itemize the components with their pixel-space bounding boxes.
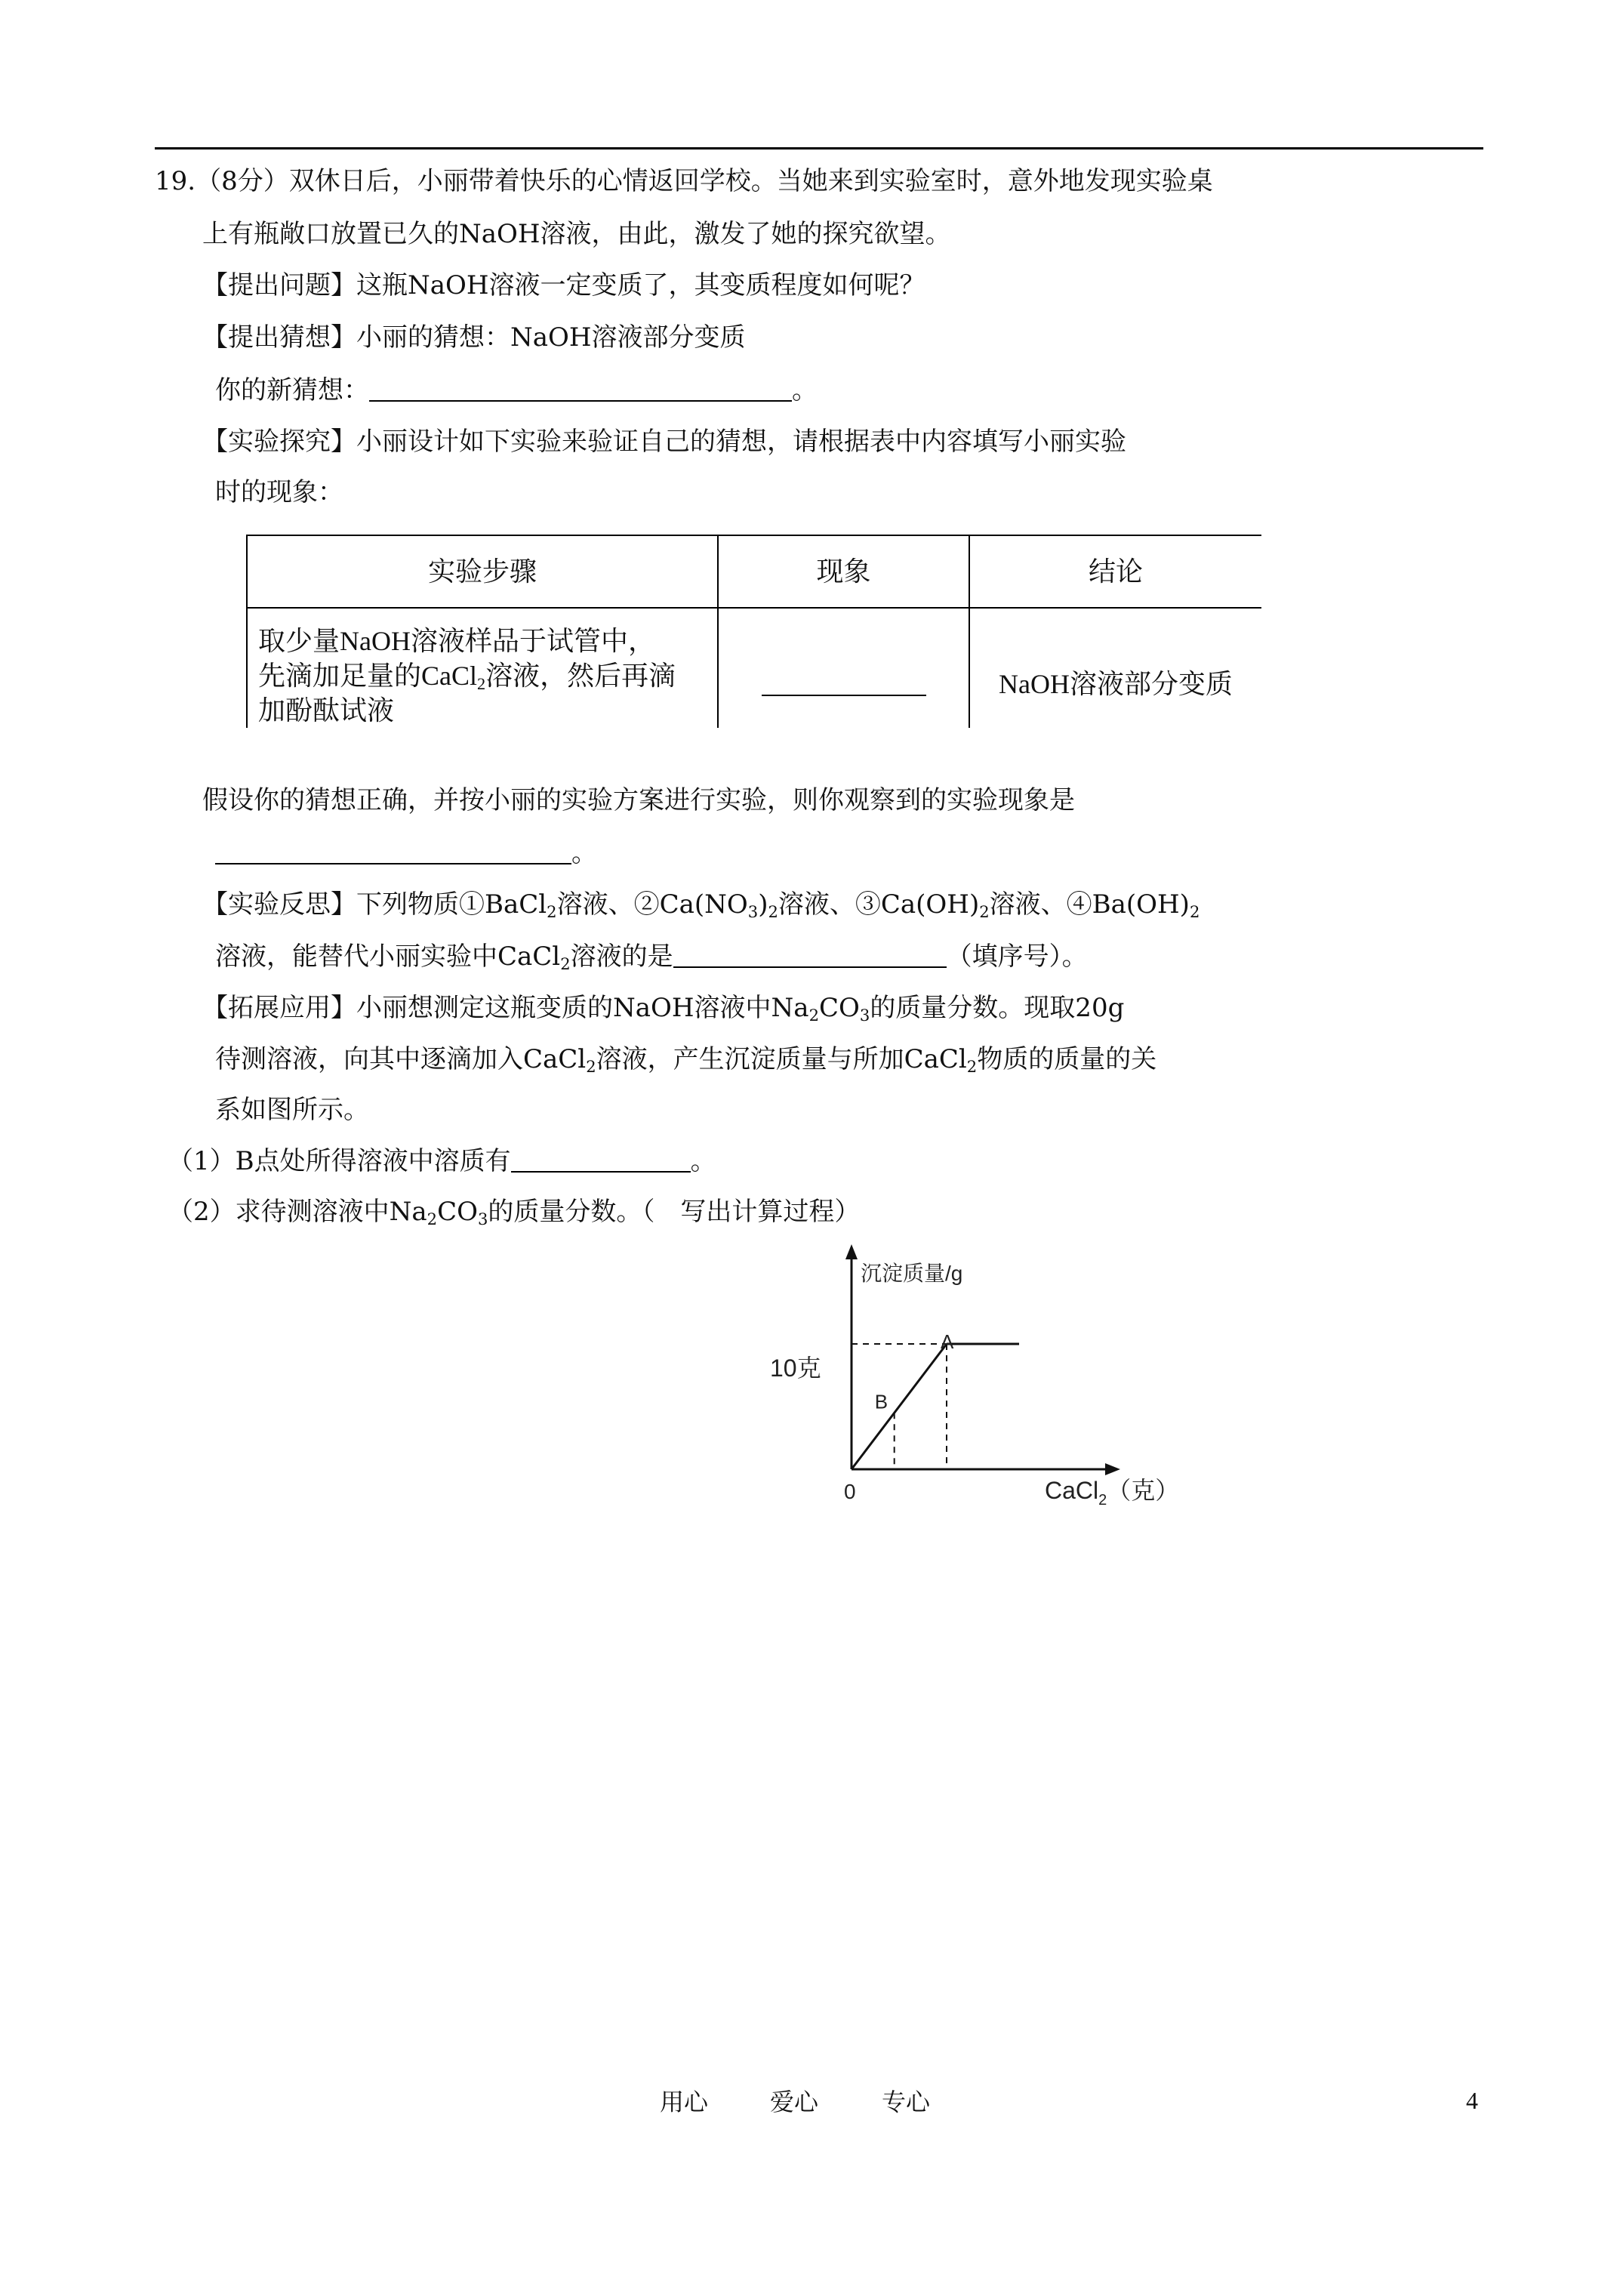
q2-text: CO: [437, 1197, 478, 1227]
assume-answer-line: [215, 838, 597, 868]
guess-body: 小丽的猜想：NaOH溶液部分变质: [356, 322, 746, 353]
reflect-text: 溶液的是: [570, 942, 673, 972]
explore-heading: 【实验探究】: [202, 427, 356, 457]
subscript: 2: [477, 674, 486, 694]
header-rule: [155, 147, 1483, 149]
new-guess-line: [215, 375, 818, 405]
q1-text: （1）B点处所得溶液中溶质有: [168, 1146, 511, 1176]
conclusion-text: NaOH溶液部分变质: [999, 669, 1233, 699]
explore-line-2: [215, 477, 343, 507]
expand-text: 系如图所示。: [215, 1095, 369, 1125]
y-tick-label: 10克: [770, 1354, 821, 1382]
chart-series: [852, 1330, 1019, 1469]
explore-body-cont: 时的现象：: [215, 477, 343, 507]
x-axis-label: CaCl$_2$（克）: [1045, 1477, 1180, 1509]
q1-blank[interactable]: [511, 1171, 691, 1173]
explore-line: [202, 427, 1126, 457]
period: 。: [792, 375, 818, 405]
header-steps: 实验步骤: [247, 535, 718, 608]
guess-heading: 【提出猜想】: [202, 322, 356, 353]
new-guess-label: 你的新猜想：: [215, 375, 369, 405]
step-text-a: 先滴加足量的CaCl: [258, 661, 478, 691]
x-axis-arrow: [1105, 1463, 1120, 1475]
phenomenon-cell: [718, 608, 969, 728]
expand-text: 物质的质量的关: [977, 1044, 1157, 1074]
expand-line-2: [215, 1044, 1156, 1074]
subscript: 2: [768, 901, 778, 921]
y-axis-label: 沉淀质量/g: [861, 1262, 963, 1285]
precipitate-chart: [755, 1238, 1223, 1518]
reflect-text: 溶液、②Ca(NO: [556, 889, 748, 920]
step-line-1: 取少量NaOH溶液样品于试管中，: [258, 626, 655, 656]
period: 。: [690, 1146, 716, 1176]
subscript: 2: [427, 1209, 438, 1228]
question-line-2: [202, 219, 951, 249]
experiment-table: [246, 535, 1261, 728]
table-row: [247, 608, 1261, 728]
expand-text: 的质量分数。现取20g: [870, 993, 1125, 1023]
new-guess-blank[interactable]: [369, 400, 792, 402]
step-line-2: [258, 658, 707, 693]
table-header-row: [247, 535, 1261, 608]
origin-label: 0: [844, 1480, 856, 1503]
chart-svg: [755, 1238, 1223, 1518]
footer-item-2: 爱心: [770, 2088, 819, 2116]
header-phenomenon: 现象: [718, 535, 969, 608]
footer-item-1: 用心: [660, 2088, 709, 2116]
subscript: 2: [560, 954, 571, 973]
question-intro-cont: 上有瓶敞口放置已久的NaOH溶液，由此，激发了她的探究欲望。: [202, 219, 951, 249]
question-intro: 19.（8分）双休日后，小丽带着快乐的心情返回学校。当她来到实验室时，意外地发现实验桌: [155, 166, 1213, 196]
explore-body: 小丽设计如下实验来验证自己的猜想，请根据表中内容填写小丽实验: [356, 427, 1126, 457]
q2-text: （2）求待测溶液中Na: [168, 1197, 427, 1227]
footer-item-3: 专心: [882, 2088, 931, 2116]
reflect-blank[interactable]: [673, 966, 947, 968]
expand-text: 溶液，产生沉淀质量与所加CaCl: [596, 1044, 967, 1074]
step-cell: [247, 608, 718, 728]
subscript: 3: [747, 901, 759, 921]
subscript: 2: [1189, 901, 1200, 921]
conclusion-cell: [969, 608, 1261, 728]
expand-text: 待测溶液，向其中逐滴加入CaCl: [215, 1044, 587, 1074]
q2-text: 的质量分数。（ 写出计算过程）: [488, 1197, 861, 1227]
step-text-b: 溶液，然后再滴: [485, 661, 676, 691]
subscript: 3: [859, 1005, 870, 1025]
header-conclusion: 结论: [969, 535, 1261, 608]
assume-text: 假设你的猜想正确，并按小丽的实验方案进行实验，则你观察到的实验现象是: [202, 785, 1075, 815]
subscript: 2: [808, 1005, 819, 1025]
reflect-heading: 【实验反思】: [202, 889, 356, 920]
period: 。: [571, 838, 597, 868]
phenomenon-blank[interactable]: [762, 695, 926, 696]
subscript: 3: [477, 1209, 488, 1228]
y-axis-arrow: [845, 1244, 858, 1259]
page-number: 4: [1466, 2087, 1478, 2114]
reflect-line: [202, 889, 1200, 920]
step-line-3: 加酚酞试液: [258, 695, 395, 726]
reflect-line-2: [215, 942, 1088, 972]
reflect-text: （填序号）。: [946, 942, 1088, 972]
assume-blank[interactable]: [215, 863, 571, 864]
question-line-1: [155, 166, 1213, 196]
ask-heading: 【提出问题】: [202, 270, 356, 300]
reflect-text: ): [758, 889, 768, 920]
subscript: 2: [979, 901, 990, 921]
ask-body: 这瓶NaOH溶液一定变质了，其变质程度如何呢？: [356, 270, 925, 300]
expand-line: [202, 993, 1124, 1023]
subscript: 2: [547, 901, 557, 921]
assume-line: [202, 785, 1075, 815]
subscript: 2: [966, 1056, 978, 1076]
expand-heading: 【拓展应用】: [202, 993, 356, 1023]
expand-line-3: [215, 1095, 369, 1125]
guess-line: [202, 322, 746, 353]
subscript: 2: [586, 1056, 596, 1076]
reflect-text: 溶液，能替代小丽实验中CaCl: [215, 942, 561, 972]
ask-line: [202, 270, 925, 300]
expand-text: CO: [819, 993, 860, 1023]
point-label-a: A: [941, 1330, 954, 1353]
reflect-text: 溶液、④Ba(OH): [989, 889, 1190, 920]
reflect-text: 溶液、③Ca(OH): [778, 889, 980, 920]
expand-text: 小丽想测定这瓶变质的NaOH溶液中Na: [356, 993, 809, 1023]
reflect-text: 下列物质①BaCl: [356, 889, 547, 920]
point-label-b: B: [874, 1390, 888, 1413]
q2-line: [168, 1197, 860, 1227]
series-line-segment: [852, 1344, 947, 1469]
q1-line: [168, 1146, 716, 1176]
